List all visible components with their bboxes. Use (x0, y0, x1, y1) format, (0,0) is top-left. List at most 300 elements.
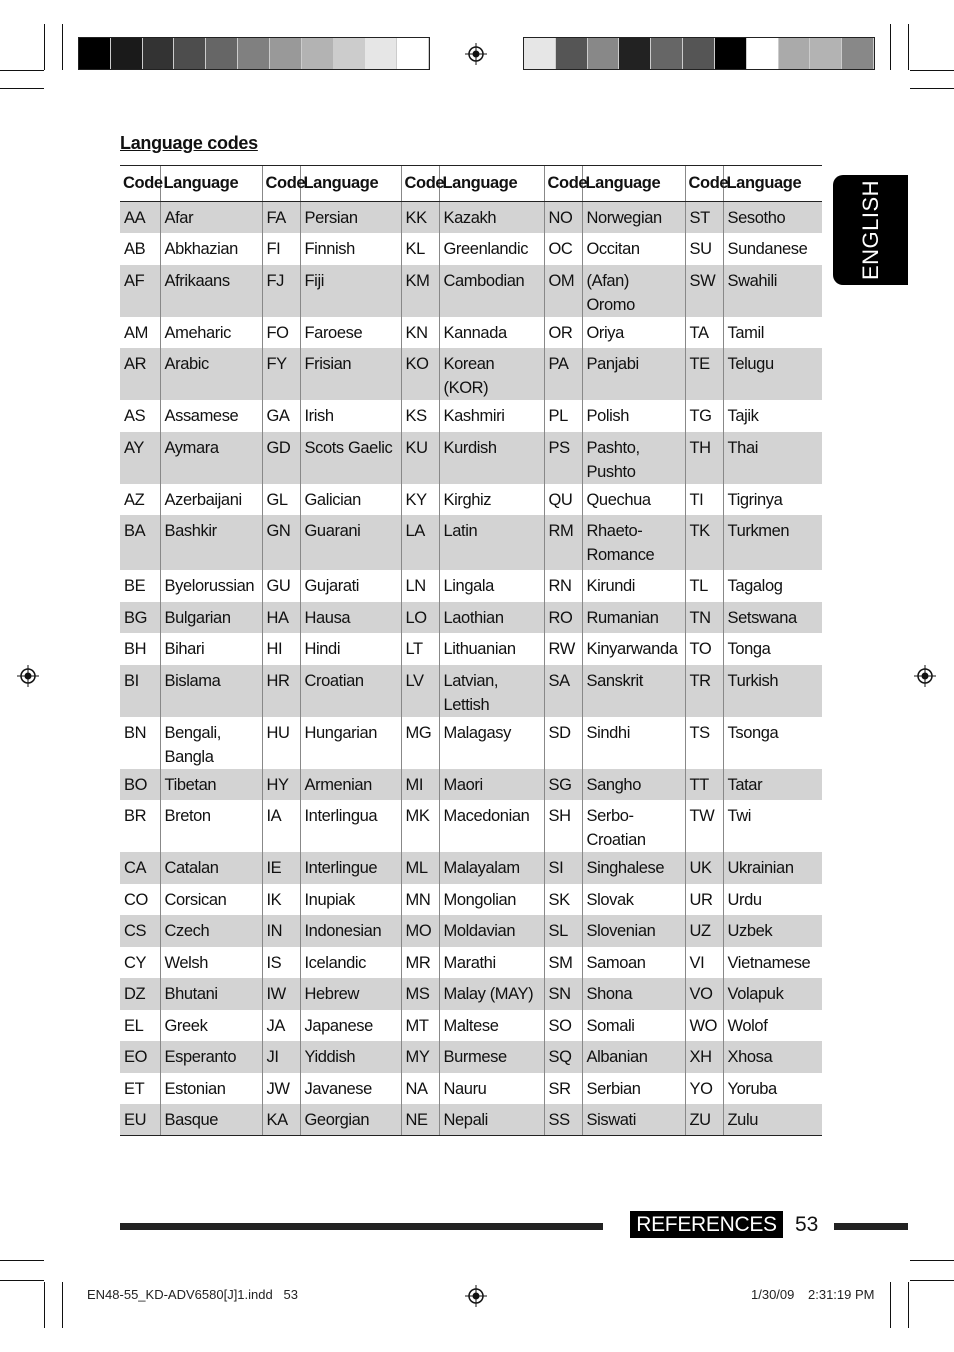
footer-rule-right (834, 1223, 908, 1230)
language-code: IK (262, 884, 300, 916)
language-name: Ameharic (160, 317, 262, 349)
calibration-swatch (238, 38, 270, 69)
language-name: Bashkir (160, 515, 262, 570)
language-name: Cambodian (439, 265, 544, 317)
language-code: TI (685, 484, 723, 516)
language-code: FA (262, 202, 300, 234)
language-code: ST (685, 202, 723, 234)
language-name: Assamese (160, 400, 262, 432)
crop-mark (44, 1282, 45, 1328)
crop-mark (0, 88, 44, 89)
language-name: Burmese (439, 1041, 544, 1073)
calibration-swatch (334, 38, 366, 69)
footer-rule-left (120, 1223, 603, 1230)
table-row (120, 317, 822, 349)
language-name: Malay (MAY) (439, 978, 544, 1010)
language-name: Kashmiri (439, 400, 544, 432)
language-code: FJ (262, 265, 300, 317)
language-code: GU (262, 570, 300, 602)
language-code: NA (401, 1073, 439, 1105)
language-name: Quechua (582, 484, 685, 516)
language-name: Czech (160, 915, 262, 947)
table-row (120, 202, 822, 234)
crop-mark (910, 88, 954, 89)
language-code: AR (120, 348, 160, 400)
language-code: GN (262, 515, 300, 570)
language-code: AF (120, 265, 160, 317)
language-name: Irish (300, 400, 401, 432)
language-code: MY (401, 1041, 439, 1073)
language-name: Malagasy (439, 717, 544, 769)
language-code: SS (544, 1104, 582, 1136)
language-name: Tibetan (160, 769, 262, 801)
language-code: PL (544, 400, 582, 432)
calibration-swatch (143, 38, 175, 69)
registration-mark-icon (17, 665, 39, 687)
calibration-swatch (619, 38, 651, 69)
language-name: Slovenian (582, 915, 685, 947)
calibration-swatch (206, 38, 238, 69)
language-code: LN (401, 570, 439, 602)
language-code: NO (544, 202, 582, 234)
language-tab (833, 175, 908, 285)
language-name: Kurdish (439, 432, 544, 484)
language-name: Laothian (439, 602, 544, 634)
language-name: (Afan) Oromo (582, 265, 685, 317)
calibration-swatch (556, 38, 588, 69)
column-header-language: Language (723, 166, 822, 202)
language-name: Rumanian (582, 602, 685, 634)
language-code: KL (401, 233, 439, 265)
language-code: TW (685, 800, 723, 852)
language-name: Turkish (723, 665, 822, 717)
language-name: Sangho (582, 769, 685, 801)
language-name: Moldavian (439, 915, 544, 947)
language-code: GD (262, 432, 300, 484)
table-row (120, 633, 822, 665)
language-name: Telugu (723, 348, 822, 400)
table-row (120, 852, 822, 884)
language-name: Bhutani (160, 978, 262, 1010)
language-code: ZU (685, 1104, 723, 1136)
table-row (120, 1041, 822, 1073)
language-code: AS (124, 407, 146, 425)
column-header-code: Code (120, 166, 160, 202)
language-name: Breton (160, 800, 262, 852)
language-code: MR (401, 947, 439, 979)
language-name: Interlingua (300, 800, 401, 852)
language-code: VI (685, 947, 723, 979)
table-row (120, 1073, 822, 1105)
language-name: Greenlandic (439, 233, 544, 265)
language-code: IW (262, 978, 300, 1010)
language-name: Azerbaijani (160, 484, 262, 516)
language-code: JW (262, 1073, 300, 1105)
language-name: Bulgarian (160, 602, 262, 634)
language-code: SR (544, 1073, 582, 1105)
color-calibration-bar-right (523, 37, 875, 70)
column-header-code: Code (262, 166, 300, 202)
language-name: Welsh (160, 947, 262, 979)
column-header-code: Code (685, 166, 723, 202)
print-date: 1/30/09 (751, 1287, 795, 1302)
table-header-row (120, 166, 822, 202)
language-name: Serbo-Croatian (582, 800, 685, 852)
language-code: XH (685, 1041, 723, 1073)
language-name: Ukrainian (723, 852, 822, 884)
language-name: Korean (KOR) (439, 348, 544, 400)
language-name: Marathi (439, 947, 544, 979)
language-name: Nepali (439, 1104, 544, 1136)
language-name: Lingala (439, 570, 544, 602)
language-code: KS (401, 400, 439, 432)
language-name: Finnish (300, 233, 401, 265)
language-name: Afar (160, 202, 262, 234)
language-code: RM (544, 515, 582, 570)
table-row (120, 570, 822, 602)
language-code: OC (544, 233, 582, 265)
language-code: UZ (685, 915, 723, 947)
language-name: Tajik (723, 400, 822, 432)
language-code: MS (401, 978, 439, 1010)
language-name: Sanskrit (582, 665, 685, 717)
language-code: RO (544, 602, 582, 634)
language-code: ET (124, 1079, 145, 1098)
language-name: Corsican (160, 884, 262, 916)
language-code: TO (685, 633, 723, 665)
column-header-language: Language (582, 166, 685, 202)
registration-mark-icon (465, 1285, 487, 1307)
crop-mark (890, 24, 891, 70)
language-name: Uzbek (723, 915, 822, 947)
language-code: TT (685, 769, 723, 801)
language-name: Maori (439, 769, 544, 801)
calibration-swatch (810, 38, 842, 69)
language-name: Singhalese (582, 852, 685, 884)
section-label: REFERENCES (630, 1211, 783, 1238)
language-code: TL (685, 570, 723, 602)
language-name: Xhosa (723, 1041, 822, 1073)
language-name: Norwegian (582, 202, 685, 234)
language-name: Vietnamese (723, 947, 822, 979)
table-row (120, 602, 822, 634)
language-name: Samoan (582, 947, 685, 979)
language-name: Byelorussian (160, 570, 262, 602)
table-row (120, 947, 822, 979)
language-code: FI (262, 233, 300, 265)
language-name: Swahili (723, 265, 822, 317)
table-row (120, 432, 822, 484)
calibration-swatch (365, 38, 397, 69)
language-code: GA (262, 400, 300, 432)
color-calibration-bar-left (78, 37, 430, 70)
language-name: Turkmen (723, 515, 822, 570)
crop-mark (62, 1282, 63, 1328)
language-code: SA (544, 665, 582, 717)
language-code: KM (401, 265, 439, 317)
language-code: KK (401, 202, 439, 234)
crop-mark (0, 1260, 44, 1261)
column-header-language: Language (300, 166, 401, 202)
language-code: OM (544, 265, 582, 317)
language-code: PA (544, 348, 582, 400)
language-codes-table (120, 165, 822, 1136)
language-code: IA (262, 800, 300, 852)
language-code: CA (120, 852, 160, 884)
language-name: Rhaeto-Romance (582, 515, 685, 570)
language-code: FO (262, 317, 300, 349)
language-name: Latin (439, 515, 544, 570)
language-code: RW (544, 633, 582, 665)
language-code: UK (685, 852, 723, 884)
crop-mark (0, 1280, 44, 1281)
language-code: SQ (544, 1041, 582, 1073)
language-code: HA (262, 602, 300, 634)
column-header-code: Code (401, 166, 439, 202)
crop-mark (908, 24, 909, 70)
calibration-swatch (651, 38, 683, 69)
language-code: IN (262, 915, 300, 947)
language-code: UR (685, 884, 723, 916)
language-name: Sindhi (582, 717, 685, 769)
language-code: BH (124, 640, 147, 658)
language-code: FY (262, 348, 300, 400)
table-row (120, 484, 822, 516)
language-name: Macedonian (439, 800, 544, 852)
crop-mark (44, 24, 45, 70)
language-name: Kirundi (582, 570, 685, 602)
table-row (120, 233, 822, 265)
language-code: TR (685, 665, 723, 717)
language-name: Esperanto (160, 1041, 262, 1073)
language-name: Maltese (439, 1010, 544, 1042)
table-row (120, 400, 822, 432)
calibration-swatch (174, 38, 206, 69)
language-name: Tsonga (723, 717, 822, 769)
language-name: Kannada (439, 317, 544, 349)
calibration-swatch (683, 38, 715, 69)
registration-mark-icon (465, 43, 487, 65)
language-code: AB (124, 240, 146, 258)
language-code: SG (544, 769, 582, 801)
table-row (120, 265, 822, 317)
language-name: Sundanese (723, 233, 822, 265)
calibration-swatch (270, 38, 302, 69)
language-name: Frisian (300, 348, 401, 400)
language-name: Malayalam (439, 852, 544, 884)
language-code: SL (544, 915, 582, 947)
language-name: Interlingue (300, 852, 401, 884)
language-name: Tagalog (723, 570, 822, 602)
language-code: EU (120, 1104, 160, 1136)
language-code: SK (544, 884, 582, 916)
language-name: Armenian (300, 769, 401, 801)
column-header-language: Language (439, 166, 544, 202)
language-code: RN (544, 570, 582, 602)
language-name: Abkhazian (160, 233, 262, 265)
language-code: EO (120, 1041, 160, 1073)
language-code: JA (262, 1010, 300, 1042)
language-code: IS (262, 947, 300, 979)
language-name: Bislama (160, 665, 262, 717)
language-code: MI (401, 769, 439, 801)
language-code: HY (262, 769, 300, 801)
calibration-swatch (397, 38, 429, 69)
crop-mark (890, 1282, 891, 1328)
language-name: Sesotho (723, 202, 822, 234)
language-name: Persian (300, 202, 401, 234)
language-code: TG (685, 400, 723, 432)
language-name: Inupiak (300, 884, 401, 916)
language-tab-label: ENGLISH (857, 179, 883, 281)
language-code: HU (262, 717, 300, 769)
language-code: LT (401, 633, 439, 665)
calibration-swatch (842, 38, 874, 69)
table-row (120, 1104, 822, 1136)
language-code: TS (685, 717, 723, 769)
language-code: SH (544, 800, 582, 852)
column-header-language: Language (160, 166, 262, 202)
language-code: CY (124, 953, 147, 972)
language-code: ML (401, 852, 439, 884)
language-code: MO (401, 915, 439, 947)
language-code: BE (124, 577, 146, 595)
language-name: Basque (160, 1104, 262, 1136)
language-code: TK (685, 515, 723, 570)
language-code: KN (401, 317, 439, 349)
language-name: Shona (582, 978, 685, 1010)
table-row (120, 1010, 822, 1042)
calibration-swatch (779, 38, 811, 69)
language-name: Serbian (582, 1073, 685, 1105)
language-name: Guarani (300, 515, 401, 570)
language-name: Oriya (582, 317, 685, 349)
language-code: PS (544, 432, 582, 484)
table-row (120, 915, 822, 947)
language-name: Nauru (439, 1073, 544, 1105)
language-name: Albanian (582, 1041, 685, 1073)
language-name: Fiji (300, 265, 401, 317)
calibration-swatch (524, 38, 556, 69)
crop-mark (0, 70, 44, 71)
language-name: Setswana (723, 602, 822, 634)
table-row (120, 665, 822, 717)
language-name: Tigrinya (723, 484, 822, 516)
language-name: Afrikaans (160, 265, 262, 317)
language-code: SD (544, 717, 582, 769)
language-code: WO (685, 1010, 723, 1042)
crop-mark (910, 70, 954, 71)
language-code: MT (401, 1010, 439, 1042)
language-code: SM (544, 947, 582, 979)
language-name: Pashto, Pushto (582, 432, 685, 484)
crop-mark (62, 24, 63, 70)
language-name: Hindi (300, 633, 401, 665)
language-name: Wolof (723, 1010, 822, 1042)
column-header-code: Code (544, 166, 582, 202)
language-code: HR (262, 665, 300, 717)
table-row (120, 800, 822, 852)
language-code: OR (544, 317, 582, 349)
language-name: Estonian (160, 1073, 262, 1105)
language-name: Slovak (582, 884, 685, 916)
language-code: MG (401, 717, 439, 769)
language-name: Yiddish (300, 1041, 401, 1073)
language-name: Mongolian (439, 884, 544, 916)
language-name: Hausa (300, 602, 401, 634)
language-code: BR (124, 807, 147, 825)
language-code: TH (685, 432, 723, 484)
language-name: Greek (160, 1010, 262, 1042)
print-time: 2:31:19 PM (808, 1287, 875, 1302)
language-code: DZ (120, 978, 160, 1010)
language-name: Arabic (160, 348, 262, 400)
table-row (120, 884, 822, 916)
language-code: KO (401, 348, 439, 400)
language-name: Hungarian (300, 717, 401, 769)
language-name: Kazakh (439, 202, 544, 234)
language-code: AM (124, 323, 148, 342)
language-code: KU (401, 432, 439, 484)
language-code: VO (685, 978, 723, 1010)
table-row (120, 348, 822, 400)
language-name: Hebrew (300, 978, 401, 1010)
language-code: QU (544, 484, 582, 516)
language-code: LO (401, 602, 439, 634)
language-name: Latvian, Lettish (439, 665, 544, 717)
language-code: KY (401, 484, 439, 516)
calibration-swatch (715, 38, 747, 69)
language-name: Tonga (723, 633, 822, 665)
language-code: BA (120, 515, 160, 570)
language-code: BI (120, 665, 160, 717)
language-name: Gujarati (300, 570, 401, 602)
language-name: Tatar (723, 769, 822, 801)
language-name: Kinyarwanda (582, 633, 685, 665)
language-name: Faroese (300, 317, 401, 349)
language-name: Catalan (160, 852, 262, 884)
language-code: YO (685, 1073, 723, 1105)
language-code: JI (262, 1041, 300, 1073)
calibration-swatch (111, 38, 143, 69)
crop-mark (910, 1280, 954, 1281)
language-code: GL (262, 484, 300, 516)
language-code: CO (124, 890, 148, 909)
language-name: Kirghiz (439, 484, 544, 516)
language-name: Galician (300, 484, 401, 516)
language-name: Georgian (300, 1104, 401, 1136)
language-code: LV (401, 665, 439, 717)
language-name: Thai (723, 432, 822, 484)
language-name: Somali (582, 1010, 685, 1042)
language-name: Panjabi (582, 348, 685, 400)
language-code: NE (401, 1104, 439, 1136)
language-name: Urdu (723, 884, 822, 916)
language-name: Icelandic (300, 947, 401, 979)
language-code: TE (685, 348, 723, 400)
language-name: Indonesian (300, 915, 401, 947)
calibration-swatch (588, 38, 620, 69)
language-name: Croatian (300, 665, 401, 717)
language-name: Scots Gaelic (300, 432, 401, 484)
language-code: SW (685, 265, 723, 317)
language-name: Javanese (300, 1073, 401, 1105)
language-code: CS (120, 915, 160, 947)
language-code: SO (544, 1010, 582, 1042)
language-code: MN (401, 884, 439, 916)
language-code: EL (124, 1016, 144, 1035)
crop-mark (908, 1282, 909, 1328)
